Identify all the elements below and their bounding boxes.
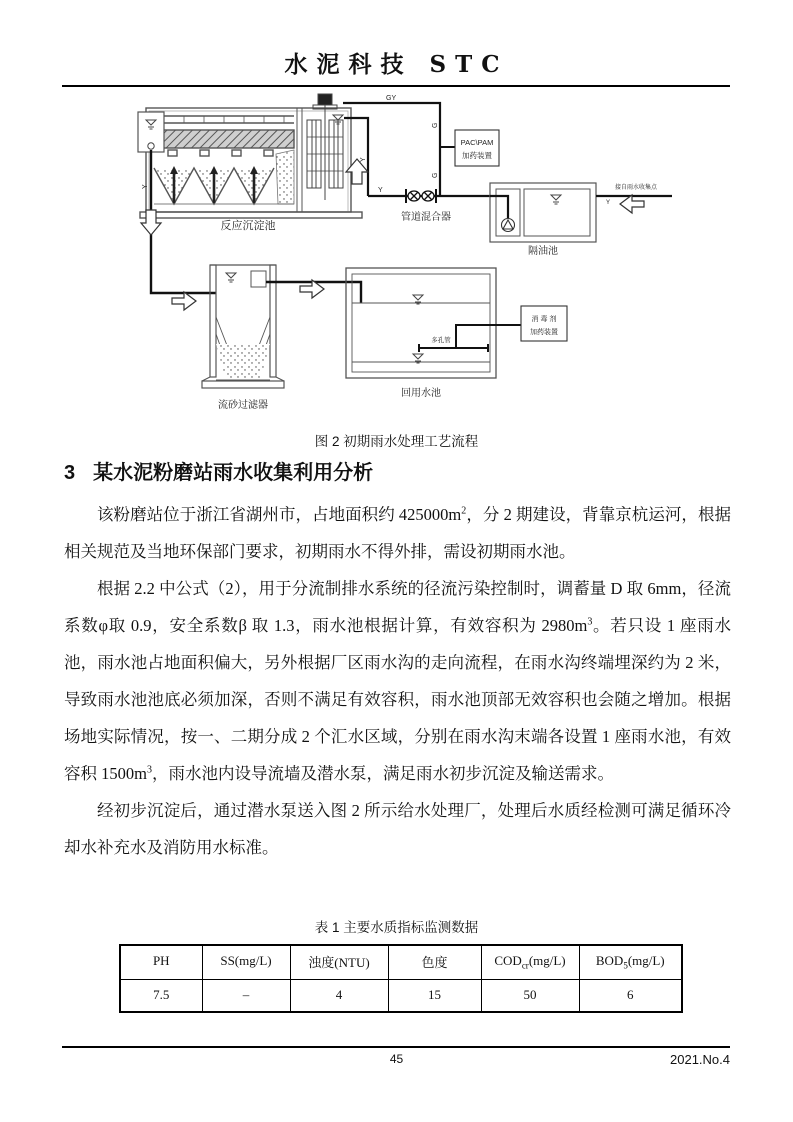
- p1-text: 该粉磨站位于浙江省湖州市，占地面积约 425000m: [97, 505, 462, 524]
- table-data-row: [120, 979, 682, 1012]
- col-ss: SS(mg/L): [202, 945, 290, 979]
- p2-text: ，雨水池内设导流墙及潜水泵，满足雨水初步沉淀及输送需求。: [151, 764, 614, 783]
- water-level-icon: [551, 195, 561, 204]
- page-number: 45: [389, 1052, 404, 1066]
- process-flow-diagram: [128, 92, 672, 424]
- pipe-label: G: [432, 122, 439, 128]
- pipe-label: Y: [360, 157, 367, 162]
- article-body: [64, 496, 731, 866]
- porous-pipe: [419, 344, 488, 352]
- p2-text: 根据 2.2 中公式（2），用于分流制排水系统的径流污染控制时，调蓄量 D 取 6mm，径流系数φ取 0.9，安全系数β 取 1.3，雨水池根据计算，有效容积为 2980m: [64, 579, 731, 635]
- col-cod: $COD_{cr}(mg/L)$: [481, 945, 579, 979]
- pipe-label: Y: [142, 184, 149, 189]
- porous-pipe-label: 多孔管: [431, 337, 451, 344]
- section-number: 3: [64, 462, 76, 484]
- sand-filter-label: 流砂过滤器: [218, 400, 268, 411]
- pac-pam-label: PAC\PAM: [460, 138, 494, 147]
- section-title: 某水泥粉磨站雨水收集利用分析: [93, 462, 374, 484]
- col-bod: $BOD_5(mg/L)$: [579, 945, 682, 979]
- reaction-tank-label: 反应沉淀池: [220, 220, 276, 232]
- value-bod: 6: [579, 979, 682, 1012]
- value-ss: –: [202, 979, 290, 1012]
- header-rule: [62, 85, 730, 87]
- pump-icon: [502, 219, 515, 232]
- paragraph-2: [64, 570, 731, 792]
- pac-pam-label2: 加药装置: [462, 151, 492, 160]
- oil-separator-shape: [490, 183, 596, 242]
- value-turbidity: 4: [290, 979, 388, 1012]
- section-heading: [64, 456, 730, 485]
- disinfectant-pipe: [456, 325, 521, 347]
- issue-label: 2021.No.4: [670, 1052, 730, 1067]
- p2-text: 。若只设 1 座雨水池，雨水池占地面积偏大，另外根据厂区雨水沟的走向流程，在雨水沟终端埋深约为 2 米，导致雨水池池底必须加深，否则不满足有效容积，雨水池顶部无效容积也会随之增加。根据场地实际情况，按一、二期分成 2 个汇水区域，分别在雨水沟末端各设置 1 座雨水池，有效容积 1500m: [64, 616, 732, 783]
- value-color: 15: [388, 979, 481, 1012]
- pipe-label: GY: [386, 95, 397, 102]
- superscript: 3: [146, 764, 152, 776]
- sand-filter-shape: [202, 265, 284, 388]
- p3-text: 经初步沉淀后，通过潜水泵送入图 2 所示给水处理厂，处理后水质经检测可满足循环冷却水补充水及消防用水标准。: [64, 801, 731, 857]
- water-level-icon: [226, 273, 236, 282]
- table-header-row: [120, 945, 682, 979]
- pipe-label: G: [432, 172, 439, 178]
- pipe-label: Y: [606, 200, 611, 206]
- reuse-tank-label: 回用水池: [401, 388, 441, 399]
- journal-title: 水泥科技 STC: [284, 51, 509, 78]
- outlet-chamber-shape: [138, 112, 164, 152]
- disinfectant-label2: 加药装置: [530, 329, 558, 336]
- table-caption: 表 1 主要水质指标监测数据: [314, 920, 479, 935]
- footer-rule: [62, 1046, 730, 1048]
- flow-left-arrow-icon: [620, 195, 644, 213]
- water-quality-table: [119, 944, 683, 1013]
- paragraph-1: [64, 496, 731, 570]
- oil-separator-label: 隔油池: [528, 246, 558, 257]
- inlet-note: 接自雨水收集点: [614, 185, 658, 191]
- col-ph: PH: [120, 945, 202, 979]
- mixer-compartment-shape: [307, 94, 343, 200]
- value-cod: 50: [481, 979, 579, 1012]
- pipe-label: Y: [378, 187, 383, 194]
- col-turbidity: 浊度(NTU): [290, 945, 388, 979]
- pump-discharge-pipe: [490, 196, 508, 218]
- pac-pam-dosing-box: [455, 130, 499, 166]
- superscript: 2: [461, 505, 467, 517]
- p1-text: ，分 2 期建设，背靠京杭运河，根据相关规范及当地环保部门要求，初期雨水不得外排，需设初期雨水池。: [64, 505, 732, 561]
- paragraph-3: [64, 792, 731, 866]
- value-ph: 7.5: [120, 979, 202, 1012]
- figure-caption: 图 2 初期雨水处理工艺流程: [314, 434, 479, 449]
- disinfectant-label: 消 毒 剂: [531, 316, 557, 323]
- superscript: 3: [587, 616, 593, 628]
- flow-down-arrow-icon: [141, 210, 161, 235]
- pipe-mixer-label: 管道混合器: [401, 212, 451, 223]
- col-color: 色度: [388, 945, 481, 979]
- disinfectant-dosing-box: [521, 306, 567, 341]
- flow-right-arrow-icon: [172, 292, 196, 310]
